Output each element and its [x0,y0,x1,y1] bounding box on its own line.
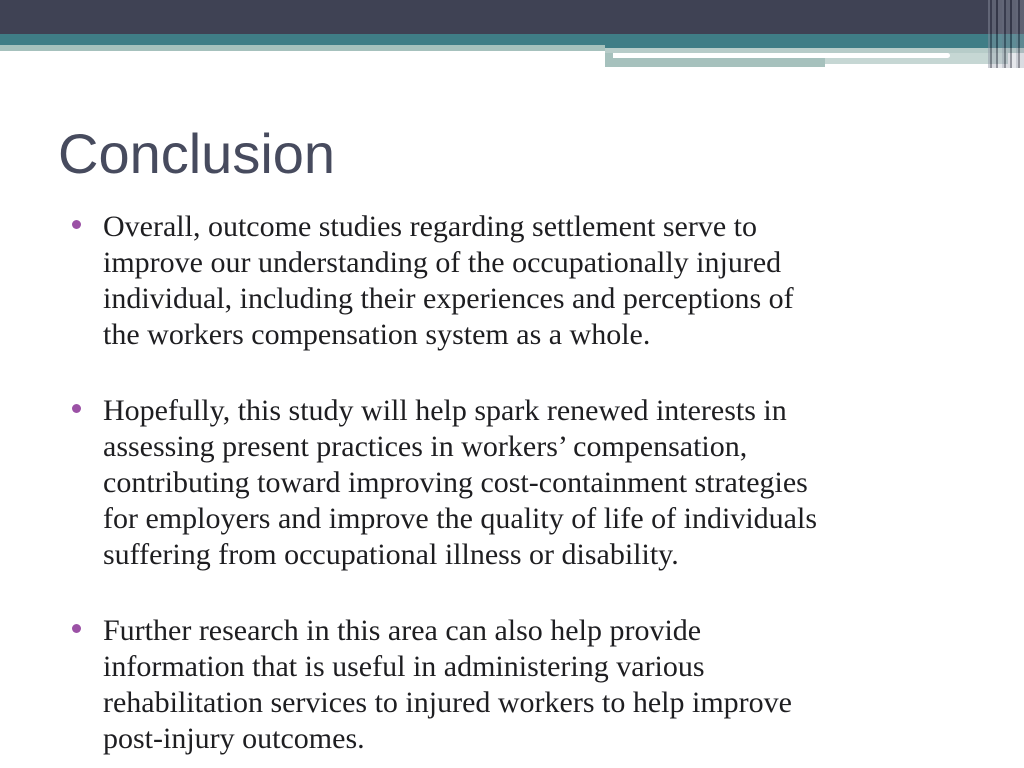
bullet-line: individual, including their experiences and perceptions of [103,282,794,315]
header-sage-strip-left [0,45,605,51]
header-dark-bar [0,0,1024,34]
bullet-text [103,393,817,573]
slide-title: Conclusion [58,122,336,185]
bullet-line: Further research in this area can also help provide [103,614,702,647]
bullet-item [72,209,994,353]
bullet-line: post-injury outcomes. [103,722,365,755]
header-white-line [613,53,950,58]
bullet-item [72,613,994,757]
bullet-line: improve our understanding of the occupationally injured [103,246,782,279]
bullet-dot-icon [72,220,81,229]
bullet-line: assessing present practices in workers’ compensation, [103,430,748,463]
bullet-line: Hopefully, this study will help spark renewed interests in [103,394,787,427]
bullet-line: Overall, outcome studies regarding settlement serve to [103,210,757,243]
header-corner-stripes [988,0,1024,68]
bullet-text [103,209,794,353]
bullet-line: for employers and improve the quality of life of individuals [103,502,817,535]
bullet-line: the workers compensation system as a whole. [103,318,651,351]
bullet-line: suffering from occupational illness or disability. [103,538,679,571]
bullet-text [103,613,792,757]
bullet-item [72,393,994,573]
bullet-dot-icon [72,624,81,633]
bullet-list [72,209,994,768]
bullet-dot-icon [72,404,81,413]
bullet-line: rehabilitation services to injured workers to help improve [103,686,792,719]
bullet-line: information that is useful in administering various [103,650,705,683]
bullet-line: contributing toward improving cost-containment strategies [103,466,808,499]
